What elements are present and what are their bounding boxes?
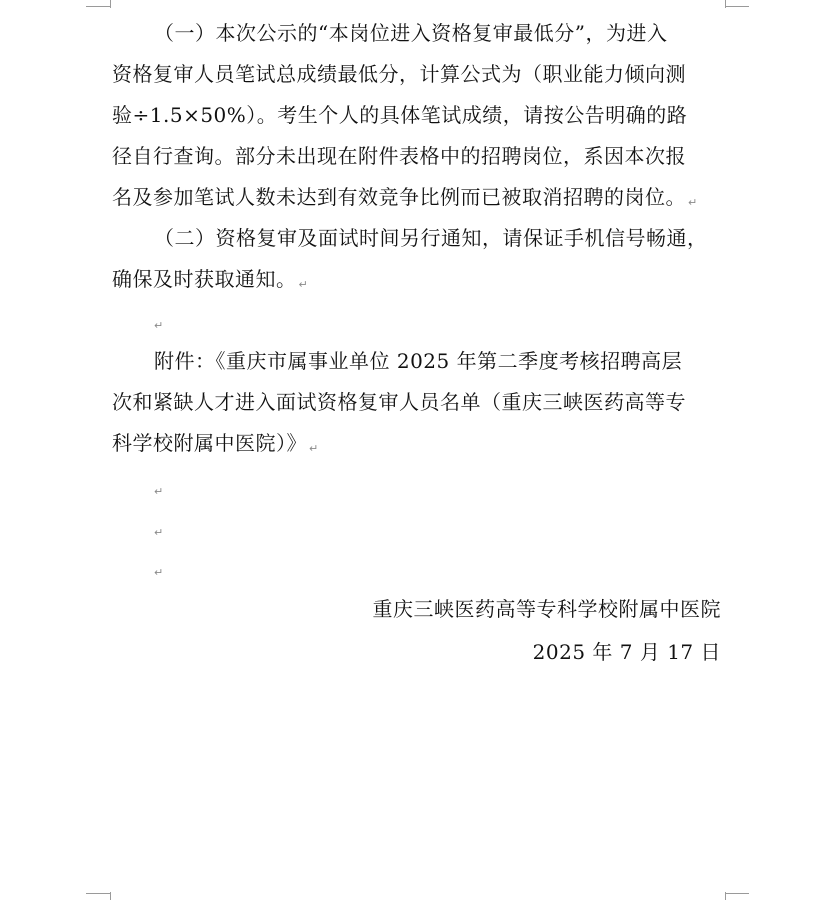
text-line: 验÷1.5×50%）。考生个人的具体笔试成绩，请按公告明确的路 [112, 103, 688, 127]
text-line: 次和紧缺人才进入面试资格复审人员名单（重庆三峡医药高等专 [112, 390, 686, 414]
crop-mark-top-right-v [725, 0, 726, 8]
text-line: （二）资格复审及面试时间另行通知，请保证手机信号畅通， [154, 226, 708, 250]
crop-mark-top-right [725, 6, 749, 7]
paragraph-mark-icon: ↵ [154, 526, 164, 539]
text-line: 科学校附属中医院）》 [112, 431, 307, 455]
crop-mark-bottom-right [725, 893, 749, 894]
paragraph-mark-icon: ↵ [154, 485, 164, 498]
signature-date: 2025 年 7 月 17 日 [532, 640, 721, 664]
text-line: （一）本次公示的“本岗位进入资格复审最低分”，为进入 [154, 21, 668, 45]
signature-organization: 重庆三峡医药高等专科学校附属中医院 [372, 597, 721, 621]
paragraph-mark-icon: ↵ [688, 196, 698, 209]
crop-mark-top-left-v [110, 0, 111, 8]
paragraph-notice-2 [112, 218, 723, 305]
text-line: 确保及时获取通知。 [112, 267, 297, 291]
paragraph-mark-icon: ↵ [298, 278, 309, 291]
crop-mark-top-left [86, 6, 110, 7]
crop-mark-bottom-left-v [110, 892, 111, 900]
paragraph-mark-icon: ↵ [309, 442, 319, 455]
text-line: 附件：《重庆市属事业单位 2025 年第二季度考核招聘高层 [154, 349, 683, 373]
paragraph-notice-1 [112, 13, 723, 223]
text-line: 名及参加笔试人数未达到有效竞争比例而已被取消招聘的岗位。 [112, 185, 686, 209]
paragraph-mark-icon: ↵ [154, 566, 164, 579]
paragraph-attachment [112, 341, 723, 469]
text-line: 资格复审人员笔试总成绩最低分，计算公式为（职业能力倾向测 [112, 62, 686, 86]
crop-mark-bottom-right-v [725, 892, 726, 900]
paragraph-mark-icon: ↵ [154, 319, 164, 332]
crop-mark-bottom-left [86, 893, 110, 894]
text-line: 径自行查询。部分未出现在附件表格中的招聘岗位，系因本次报 [112, 144, 686, 168]
